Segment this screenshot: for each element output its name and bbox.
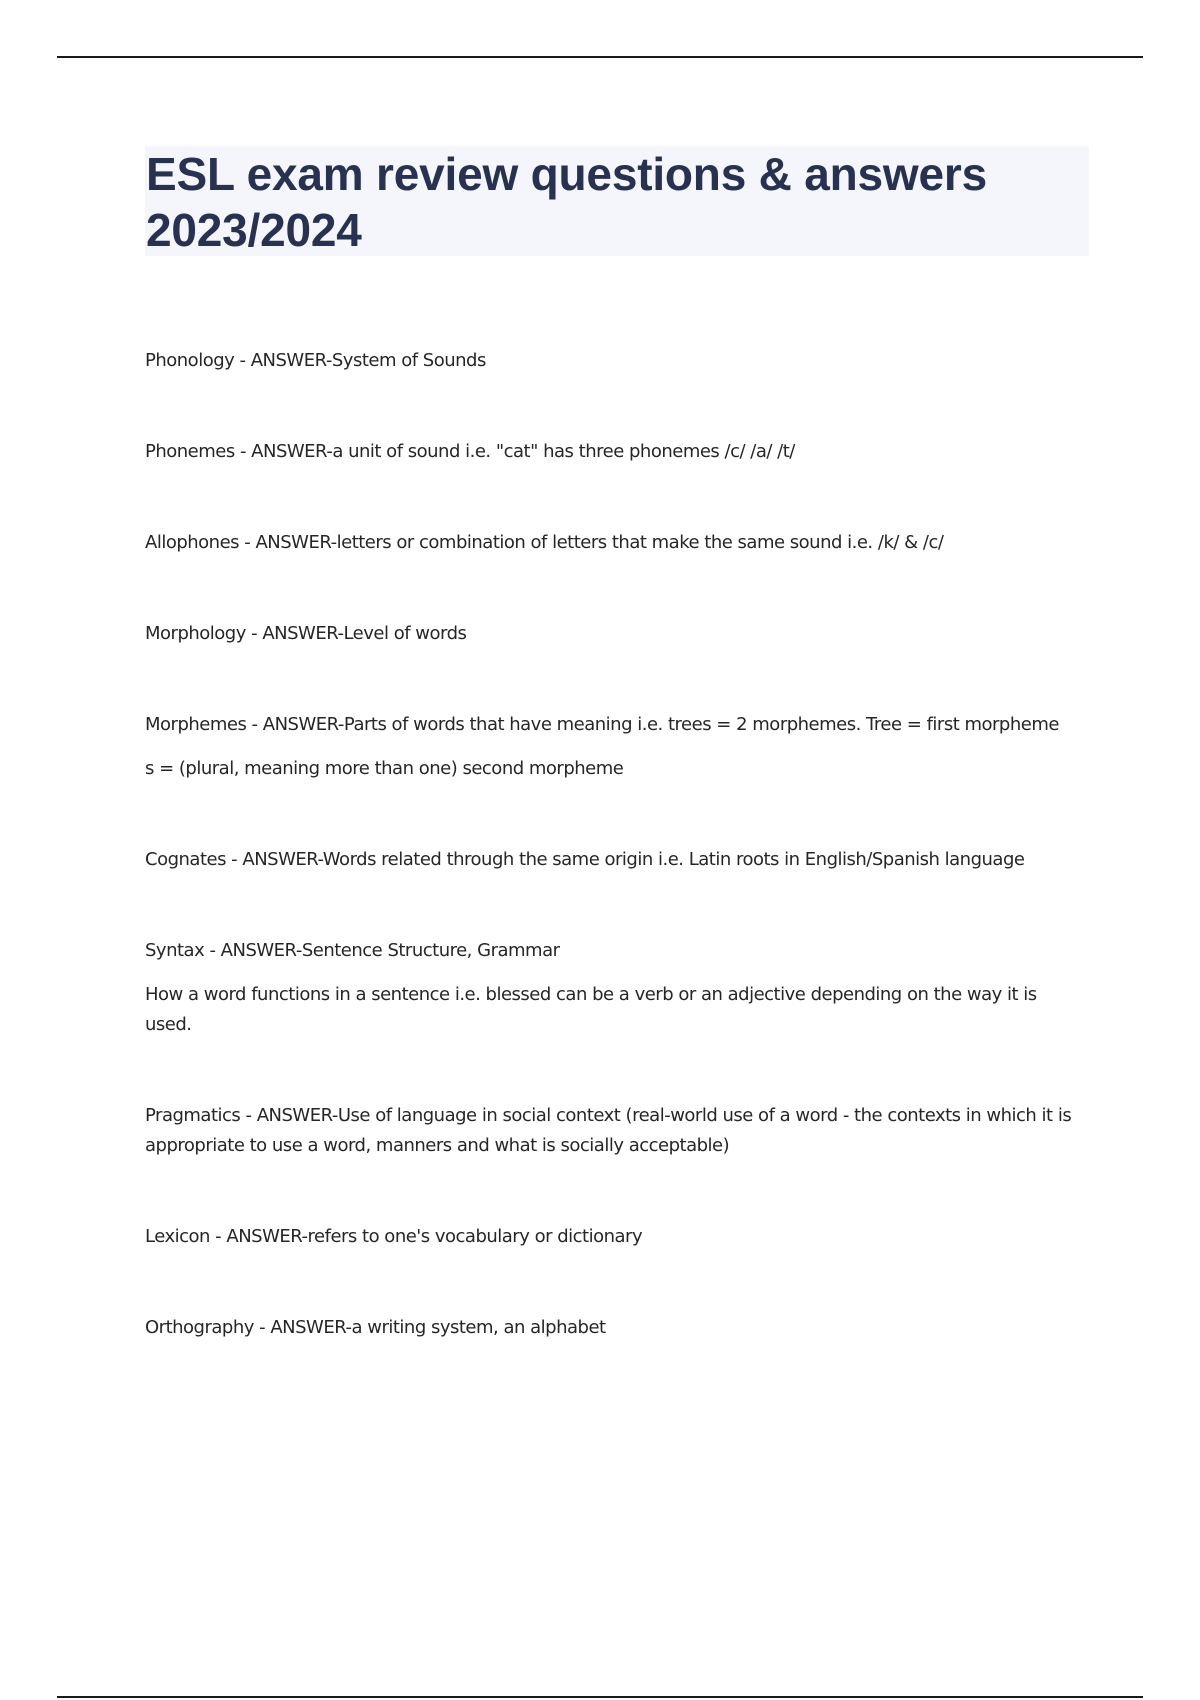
qa-text: Allophones - ANSWER-letters or combination of letters that make the same sound i.e. /k/ & /c/ <box>145 532 944 553</box>
qa-text: Cognates - ANSWER-Words related through the same origin i.e. Latin roots in English/Spanish language <box>145 849 1025 870</box>
qa-entry-phonology <box>145 346 1085 376</box>
qa-entry-pragmatics <box>145 1101 1085 1161</box>
qa-entry-phonemes <box>145 437 1085 467</box>
qa-text: Morphemes - ANSWER-Parts of words that have meaning i.e. trees = 2 morphemes. Tree = first morpheme <box>145 714 1059 735</box>
qa-text: Morphology - ANSWER-Level of words <box>145 623 467 644</box>
qa-text: Phonology - ANSWER-System of Sounds <box>145 350 486 371</box>
qa-list <box>145 346 1085 1343</box>
qa-entry-lexicon <box>145 1222 1085 1252</box>
qa-text: Phonemes - ANSWER-a unit of sound i.e. "cat" has three phonemes /c/ /a/ /t/ <box>145 441 795 462</box>
qa-entry-orthography <box>145 1313 1085 1343</box>
qa-text: Syntax - ANSWER-Sentence Structure, Grammar <box>145 940 560 961</box>
qa-entry-cognates <box>145 845 1085 875</box>
qa-text: Orthography - ANSWER-a writing system, an alphabet <box>145 1317 606 1338</box>
qa-entry-morphology <box>145 619 1085 649</box>
qa-entry-syntax <box>145 936 1085 1040</box>
qa-text: Lexicon - ANSWER-refers to one's vocabulary or dictionary <box>145 1226 643 1247</box>
top-horizontal-rule <box>57 56 1143 58</box>
qa-entry-morphemes <box>145 710 1085 784</box>
qa-entry-allophones <box>145 528 1085 558</box>
bottom-horizontal-rule <box>57 1696 1143 1698</box>
qa-text: Pragmatics - ANSWER-Use of language in social context (real-world use of a word - the contexts in which it is appropriate to use a word, manners and what is socially acceptable) <box>145 1105 1072 1156</box>
qa-text-continued: How a word functions in a sentence i.e. blessed can be a verb or an adjective depending on the way it is used. <box>145 984 1037 1035</box>
document-title: ESL exam review questions & answers 2023/2024 <box>146 148 987 256</box>
qa-text-continued: s = (plural, meaning more than one) second morpheme <box>145 758 624 779</box>
